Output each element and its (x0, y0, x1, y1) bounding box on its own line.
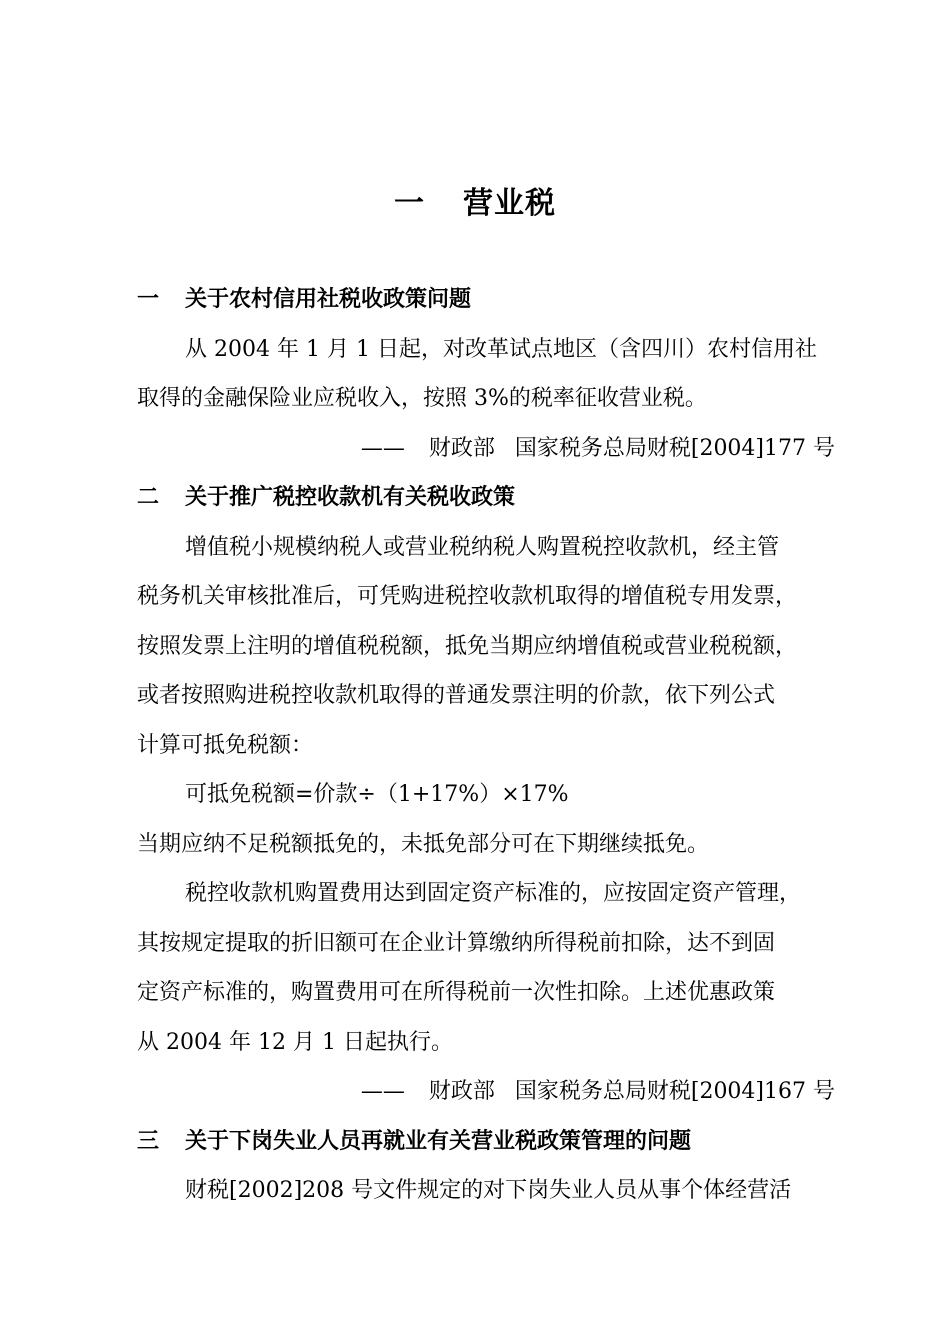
citation-doc: 国家税务总局财税[2004]177 号 (514, 435, 835, 461)
section-number: 二 (137, 485, 160, 510)
paragraph-line: 计算可抵免税额： (137, 732, 314, 758)
source-citation (137, 1067, 837, 1117)
section-number: 三 (137, 1128, 160, 1154)
paragraph-line: 财税[2002]208 号文件规定的对下岗失业人员从事个体经营活 (185, 1178, 792, 1203)
paragraph-line: 或者按照购进税控收款机取得的普通发票注明的价款，依下列公式 (137, 683, 776, 708)
section-heading (137, 1117, 837, 1167)
section-heading (137, 473, 837, 523)
chapter-title (0, 178, 950, 222)
section-heading (137, 275, 837, 325)
section-title: 关于农村信用社税收政策问题 (185, 287, 472, 312)
paragraph-line: 从 2004 年 12 月 1 日起执行。 (137, 1029, 453, 1055)
paragraph-line: 从 2004 年 1 月 1 日起，对改革试点地区（含四川）农村信用社 (185, 336, 817, 362)
citation-dash: —— (360, 435, 405, 461)
paragraph-line: 当期应纳不足税额抵免的，未抵免部分可在下期继续抵免。 (137, 831, 710, 857)
paragraph-line: 税务机关审核批准后，可凭购进税控收款机取得的增值税专用发票， (137, 584, 798, 609)
citation-doc: 国家税务总局财税[2004]167 号 (514, 1079, 835, 1104)
paragraph-line: 取得的金融保险业应税收入，按照 3%的税率征收营业税。 (137, 386, 707, 411)
chapter-name: 营业税 (463, 186, 556, 221)
section-number: 一 (137, 287, 160, 312)
paragraph-line: 其按规定提取的折旧额可在企业计算缴纳所得税前扣除，达不到固 (137, 930, 776, 956)
paragraph-line: 定资产标准的，购置费用可在所得税前一次性扣除。上述优惠政策 (137, 980, 776, 1005)
citation-dash: —— (360, 1079, 405, 1104)
section-title: 关于下岗失业人员再就业有关营业税政策管理的问题 (185, 1128, 692, 1154)
paragraph-line: 按照发票上注明的增值税税额，抵免当期应纳增值税或营业税税额， (137, 633, 798, 659)
document-body (137, 275, 837, 1216)
section-title: 关于推广税控收款机有关税收政策 (185, 485, 516, 510)
paragraph-line: 增值税小规模纳税人或营业税纳税人购置税控收款机，经主管 (185, 534, 780, 560)
formula-line: 可抵免税额=价款÷（1+17%）×17% (185, 782, 569, 807)
paragraph-line: 税控收款机购置费用达到固定资产标准的，应按固定资产管理， (185, 881, 802, 906)
chapter-number: 一 (394, 186, 425, 221)
citation-dept: 财政部 (428, 435, 495, 461)
source-citation (137, 424, 837, 474)
citation-dept: 财政部 (428, 1079, 495, 1104)
